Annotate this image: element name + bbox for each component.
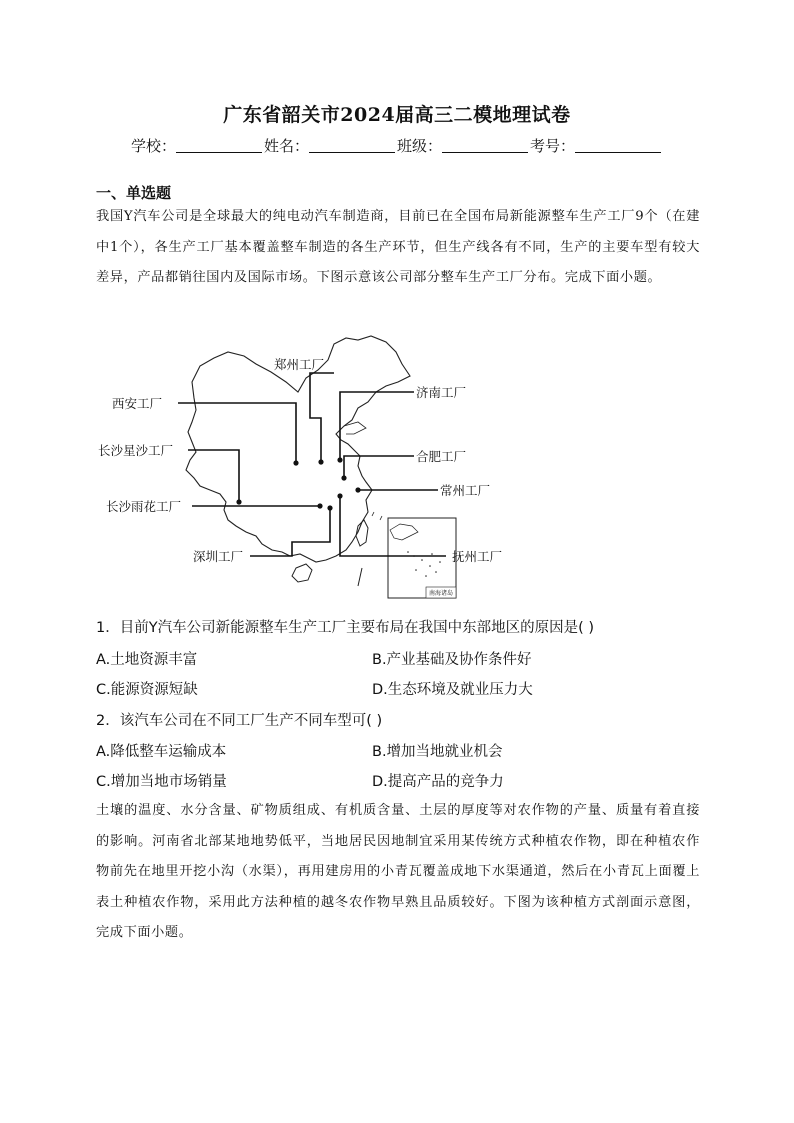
- q1-option-a[interactable]: A.土地资源丰富: [96, 652, 198, 668]
- class-label: 班级：: [397, 137, 443, 155]
- question-2: 2．该汽车公司在不同工厂生产不同车型可( ): [96, 713, 383, 729]
- label-changzhou: 常州工厂: [440, 483, 491, 498]
- sea-marks: [358, 568, 362, 586]
- passage-2: 土壤的温度、水分含量、矿物质组成、有机质含量、土层的厚度等对农作物的产量、质量有着直接的影响。河南省北部某地地势低平，当地居民因地制宜采用某传统方式种植农作物，即在种植农作物前先在地里开挖小沟（水渠），再用建房用的小青瓦覆盖成地下水渠通道，然后在小青瓦上面覆上表土种植农作物，采用此方法种植的越冬农作物早熟且品质较好。下图为该种植方式剖面示意图，完成下面小题。: [96, 803, 700, 940]
- label-hefei: 合肥工厂: [416, 449, 467, 464]
- q2-option-b[interactable]: B.增加当地就业机会: [372, 744, 503, 760]
- label-changsha-yuhua: 长沙雨花工厂: [106, 499, 182, 514]
- q2-option-a[interactable]: A.降低整车运输成本: [96, 744, 227, 760]
- q1-option-d[interactable]: D.生态环境及就业压力大: [372, 682, 533, 698]
- label-shenzhen: 深圳工厂: [193, 549, 244, 564]
- label-zhengzhou: 郑州工厂: [274, 357, 325, 372]
- passage-1: 我国Y汽车公司是全球最大的纯电动汽车制造商，目前已在全国布局新能源整车生产工厂9个（在建中1个），各生产工厂基本覆盖整车制造的各生产环节，但生产线各有不同，生产的主要车型有较大差异，产品都销往国内及国际市场。下图示意该公司部分整车生产工厂分布。完成下面小题。: [96, 209, 700, 285]
- q2-option-c[interactable]: C.增加当地市场销量: [96, 774, 227, 790]
- label-fuzhou: 抚州工厂: [452, 549, 503, 564]
- label-jinan: 济南工厂: [416, 385, 467, 400]
- changsha-xingsha-dot[interactable]: [236, 499, 241, 504]
- q1-option-b[interactable]: B.产业基础及协作条件好: [372, 652, 532, 668]
- question-1: 1．目前Y汽车公司新能源整车生产工厂主要布局在我国中东部地区的原因是( ): [96, 620, 595, 636]
- hainan-island: [292, 564, 312, 582]
- label-xian: 西安工厂: [112, 396, 163, 411]
- jinan-dot[interactable]: [337, 457, 342, 462]
- hefei-dot[interactable]: [341, 475, 346, 480]
- changzhou-dot[interactable]: [355, 487, 360, 492]
- school-label: 学校：: [130, 137, 176, 155]
- zhengzhou-dot[interactable]: [318, 459, 323, 464]
- name-label: 姓名：: [263, 137, 309, 155]
- south-china-sea-inset: [388, 518, 456, 598]
- sea-marks-2: [372, 512, 382, 520]
- name-field[interactable]: [309, 138, 395, 153]
- q1-option-c[interactable]: C.能源资源短缺: [96, 682, 198, 698]
- label-changsha-xingsha: 长沙星沙工厂: [98, 443, 174, 458]
- fuzhou-dot[interactable]: [337, 493, 342, 498]
- student-info-line: [0, 135, 794, 156]
- number-label: 考号：: [530, 137, 576, 155]
- section-heading: 一、单选题: [96, 184, 172, 202]
- xian-dot[interactable]: [293, 460, 298, 465]
- shenzhen-dot[interactable]: [327, 505, 332, 510]
- factory-map: [96, 330, 546, 605]
- number-field[interactable]: [575, 138, 661, 153]
- page-title: 广东省韶关市2024届高三二模地理试卷: [223, 104, 571, 126]
- class-field[interactable]: [442, 138, 528, 153]
- changsha-yuhua-dot[interactable]: [317, 503, 322, 508]
- q2-option-d[interactable]: D.提高产品的竞争力: [372, 774, 504, 790]
- inset-label: 南海诸岛: [428, 590, 454, 597]
- factory-dots: [236, 457, 360, 510]
- school-field[interactable]: [176, 138, 262, 153]
